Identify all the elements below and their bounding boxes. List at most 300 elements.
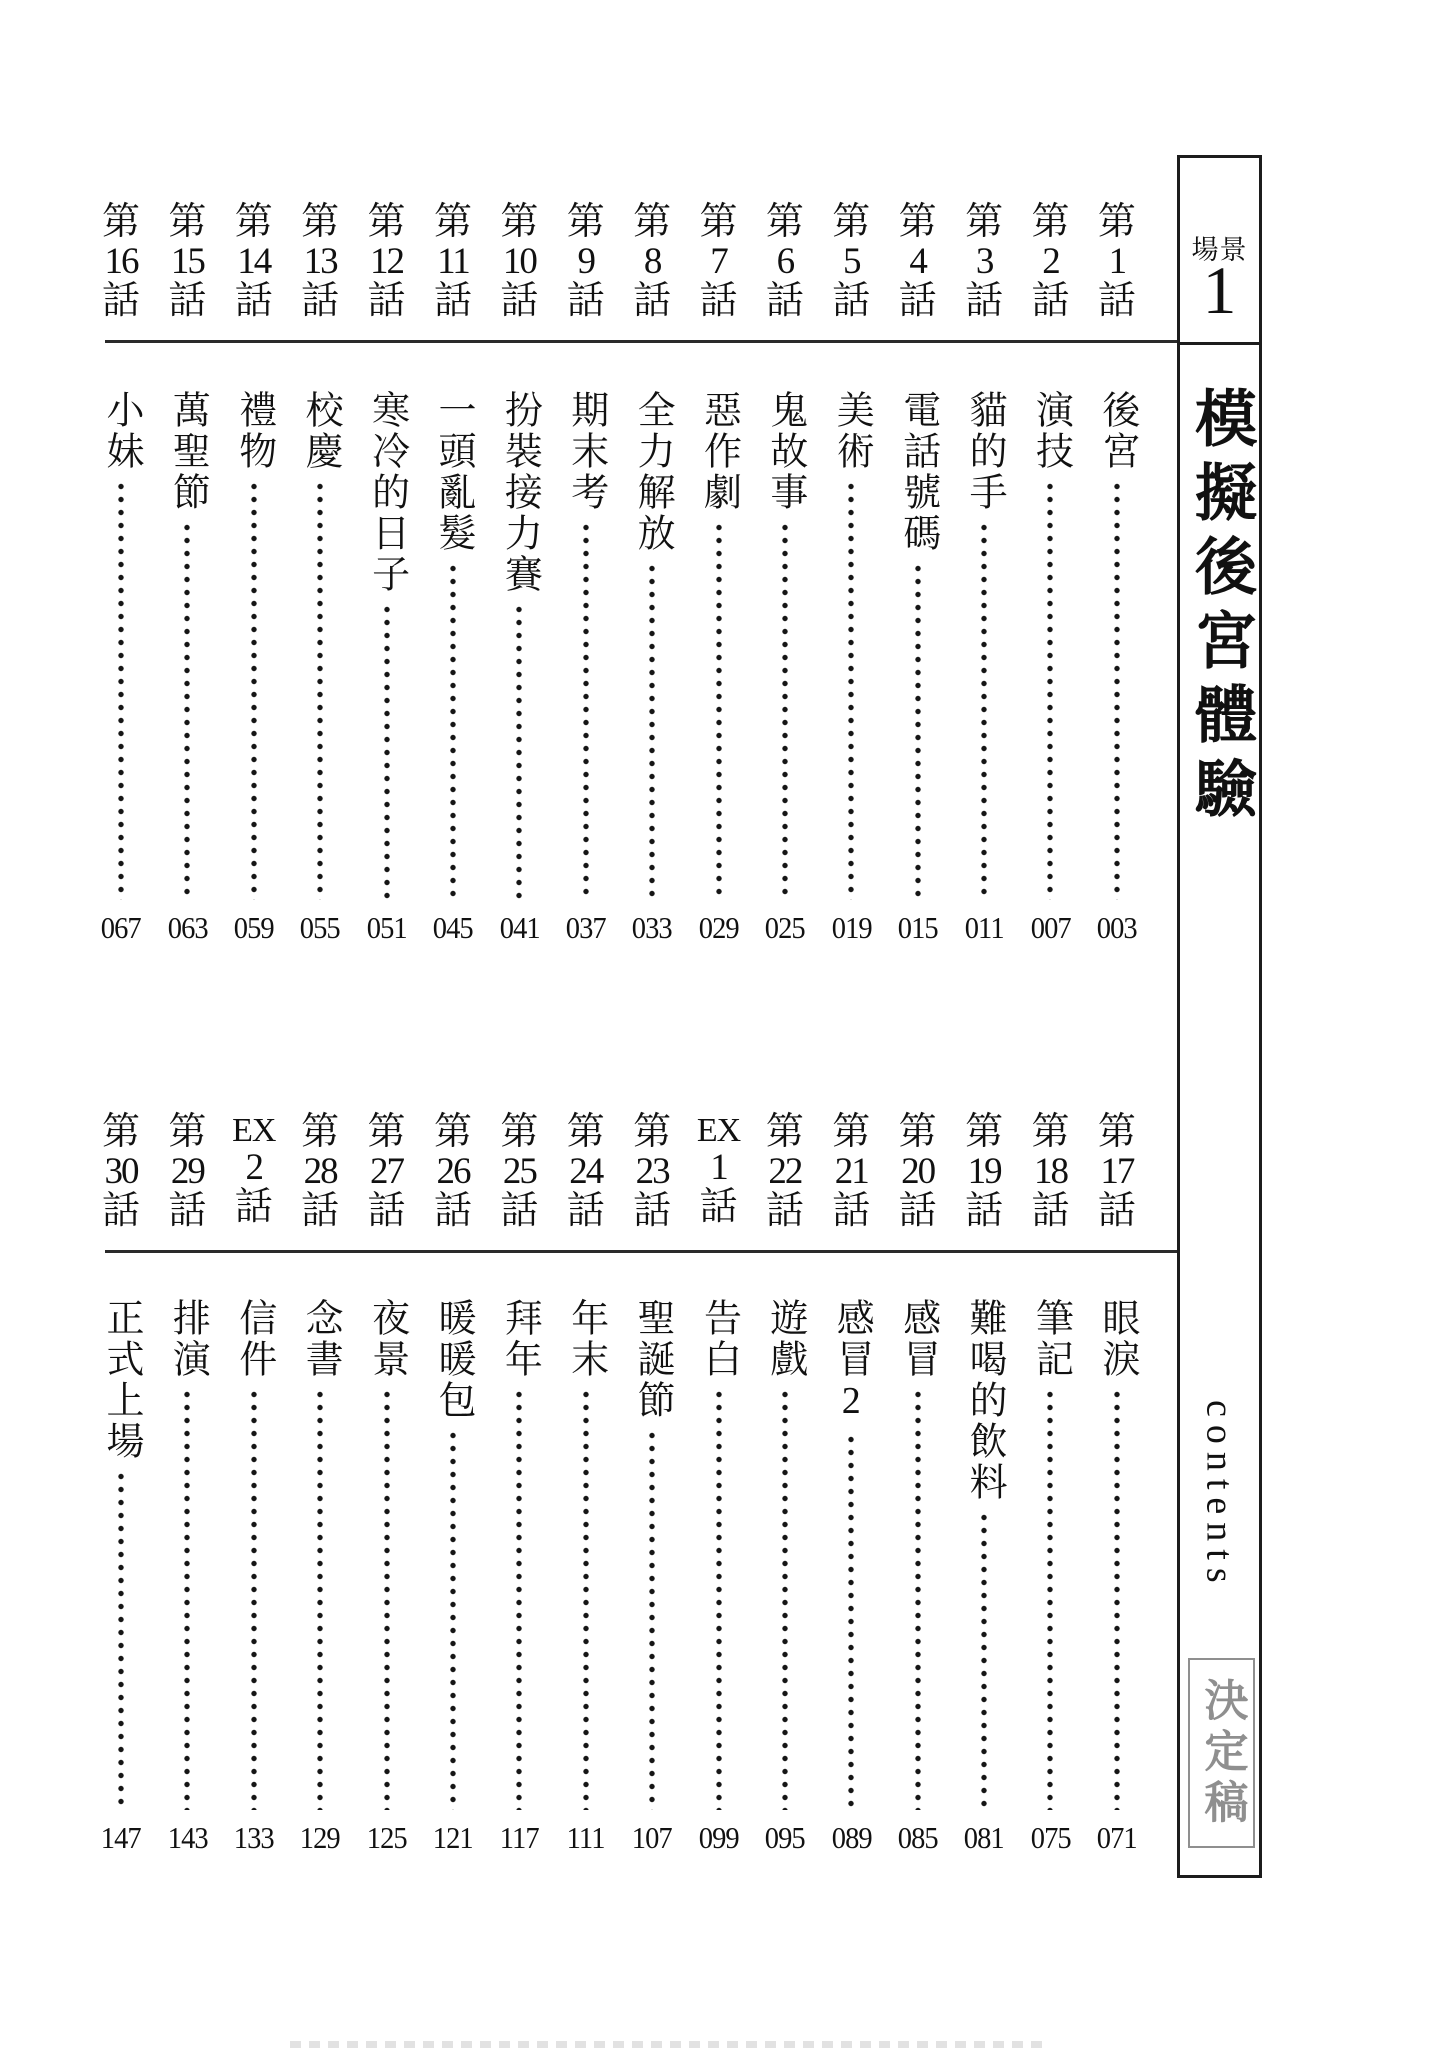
chapter-entry — [885, 1113, 951, 1858]
scene-label: 場景 — [1191, 235, 1248, 265]
chapter-title: 難喝的飲料 — [963, 1298, 1006, 1503]
chapter-entry — [354, 203, 420, 948]
chapter-body — [818, 390, 884, 948]
chapter-body — [1017, 1298, 1083, 1858]
chapter-body — [1017, 390, 1083, 948]
chapter-body — [553, 390, 619, 948]
chapter-num: 17 — [1100, 1150, 1134, 1192]
dot-leader — [515, 1388, 523, 1810]
divider-rule-top — [105, 340, 1177, 343]
chapter-entry — [752, 1113, 818, 1858]
chapter-page-number: 075 — [1030, 1820, 1071, 1855]
scene-number: 1 — [1202, 252, 1237, 328]
chapter-suffix: 話 — [566, 1189, 605, 1232]
chapter-page-number: 117 — [499, 1820, 539, 1855]
chapter-prefix: 第 — [433, 201, 472, 243]
chapter-title: 鬼故事 — [763, 390, 806, 513]
chapter-number — [168, 203, 206, 342]
chapter-entry — [287, 1113, 353, 1858]
chapter-suffix: 話 — [168, 279, 207, 322]
chapter-body — [88, 1298, 154, 1858]
chapter-body — [287, 390, 353, 948]
chapter-num: 5 — [843, 240, 860, 282]
chapter-num: 24 — [569, 1150, 603, 1192]
chapter-number — [434, 203, 472, 342]
chapter-entry — [951, 1113, 1017, 1858]
chapter-suffix: 話 — [500, 1189, 539, 1232]
chapter-page-number: 033 — [632, 910, 673, 945]
chapter-prefix: 第 — [1031, 1111, 1070, 1153]
chapter-prefix: 第 — [500, 201, 539, 243]
chapter-prefix: 第 — [1097, 201, 1136, 243]
dot-leader — [914, 1388, 922, 1810]
chapter-prefix: 第 — [765, 1111, 804, 1153]
chapter-body — [486, 390, 552, 948]
chapter-body — [221, 390, 287, 948]
chapter-entry — [287, 203, 353, 948]
chapter-num: 23 — [635, 1150, 669, 1192]
chapter-suffix: 話 — [566, 279, 605, 322]
chapter-entry — [420, 1113, 486, 1858]
dot-leader — [582, 1388, 590, 1810]
chapter-num: 14 — [237, 240, 271, 282]
chapter-body — [951, 390, 1017, 948]
toc-section-scene1-continued — [88, 1113, 1150, 1858]
chapter-num: 2 — [245, 1146, 263, 1188]
dot-leader — [383, 1388, 391, 1810]
chapter-num: 12 — [370, 240, 404, 282]
chapter-entry — [221, 203, 287, 948]
chapter-prefix: EX — [696, 1112, 741, 1149]
dot-leader — [1046, 480, 1054, 900]
chapter-title: 正式上場 — [100, 1298, 142, 1462]
chapter-page-number: 019 — [831, 910, 872, 945]
chapter-number — [1098, 203, 1136, 342]
chapter-page-number: 007 — [1030, 910, 1071, 945]
chapter-number — [633, 1113, 671, 1250]
chapter-page-number: 147 — [100, 1820, 142, 1855]
chapter-title: 年末 — [564, 1298, 607, 1380]
chapter-title: 演技 — [1029, 390, 1072, 472]
chapter-body — [553, 1298, 619, 1858]
dot-leader — [847, 1433, 855, 1810]
chapter-page-number: 025 — [764, 910, 805, 945]
chapter-body — [951, 1298, 1017, 1858]
chapter-title: 校慶 — [299, 390, 342, 472]
chapter-prefix: 第 — [898, 201, 937, 243]
chapter-prefix: 第 — [699, 201, 738, 243]
chapter-suffix: 話 — [367, 1189, 406, 1232]
chapter-num: 1 — [1108, 240, 1126, 282]
chapter-title: 感冒 — [896, 1298, 939, 1380]
chapter-prefix: 第 — [1031, 201, 1070, 243]
chapter-suffix: 話 — [433, 1189, 472, 1232]
chapter-number — [102, 203, 140, 342]
chapter-prefix: 第 — [367, 1111, 406, 1153]
chapter-suffix: 話 — [234, 279, 273, 322]
chapter-number — [301, 203, 339, 342]
chapter-title: 暖暖包 — [431, 1298, 474, 1421]
chapter-title: 遊戲 — [763, 1298, 806, 1380]
chapter-title: 美術 — [830, 390, 873, 472]
chapter-page-number: 063 — [167, 910, 208, 945]
chapter-prefix: 第 — [566, 201, 605, 243]
chapter-entry — [553, 1113, 619, 1858]
chapter-page-number: 085 — [897, 1820, 938, 1855]
final-draft-stamp — [1188, 1658, 1255, 1848]
chapter-number — [168, 1113, 206, 1250]
chapter-body — [154, 390, 220, 948]
chapter-prefix: 第 — [101, 201, 140, 243]
chapter-page-number: 111 — [566, 1820, 605, 1855]
chapter-prefix: 第 — [301, 201, 340, 243]
chapter-page-number: 071 — [1096, 1820, 1137, 1855]
chapter-entry — [1017, 1113, 1083, 1858]
chapter-title: 禮物 — [232, 390, 275, 472]
chapter-num: 27 — [370, 1150, 404, 1192]
chapter-page-number: 133 — [233, 1820, 274, 1855]
chapter-page-number: 055 — [300, 910, 341, 945]
chapter-body — [752, 1298, 818, 1858]
chapter-title: 聖誕節 — [631, 1298, 674, 1421]
chapter-body — [752, 390, 818, 948]
dot-leader — [847, 480, 855, 900]
chapter-suffix: 話 — [965, 1189, 1004, 1232]
chapter-num: 15 — [170, 240, 204, 282]
chapter-title: 夜景 — [365, 1298, 408, 1380]
dot-leader — [715, 521, 723, 900]
chapter-num: 2 — [1042, 240, 1059, 282]
chapter-num: 22 — [768, 1150, 802, 1192]
chapter-entry — [154, 203, 220, 948]
chapter-page-number: 107 — [632, 1820, 673, 1855]
chapter-number — [899, 203, 937, 342]
dot-leader — [183, 1388, 191, 1810]
chapter-prefix: 第 — [832, 1111, 871, 1153]
chapter-number — [301, 1113, 339, 1250]
chapter-num: 29 — [170, 1150, 204, 1192]
chapter-body — [154, 1298, 220, 1858]
chapter-entry — [88, 1113, 154, 1858]
chapter-number — [697, 1113, 740, 1250]
dot-leader — [1113, 1388, 1121, 1810]
chapter-entry — [1084, 203, 1150, 948]
dot-leader — [980, 521, 988, 900]
chapter-number — [899, 1113, 937, 1250]
dot-leader — [117, 480, 125, 900]
chapter-entry — [221, 1113, 287, 1858]
chapter-title: 惡作劇 — [697, 390, 740, 513]
dot-leader — [582, 521, 590, 900]
chapter-suffix: 話 — [765, 279, 804, 322]
chapter-number — [235, 203, 273, 342]
chapter-entry — [553, 203, 619, 948]
chapter-suffix: 話 — [699, 279, 738, 322]
final-draft-stamp-text: 決定稿 — [1197, 1676, 1247, 1830]
chapter-num: 21 — [834, 1150, 868, 1192]
chapter-body — [686, 390, 752, 948]
chapter-page-number: 067 — [100, 910, 142, 945]
chapter-prefix: 第 — [234, 201, 273, 243]
chapter-body — [88, 390, 154, 948]
chapter-page-number: 121 — [432, 1820, 473, 1855]
chapter-body — [420, 390, 486, 948]
chapter-body — [287, 1298, 353, 1858]
dot-leader — [515, 603, 523, 900]
chapter-number — [832, 1113, 870, 1250]
chapter-num: 8 — [643, 240, 661, 282]
chapter-page-number: 125 — [366, 1820, 407, 1855]
chapter-num: 11 — [437, 240, 469, 282]
chapter-title: 電話號碼 — [896, 390, 939, 554]
chapter-prefix: 第 — [633, 201, 672, 243]
chapter-title: 寒冷的日子 — [365, 390, 408, 595]
chapter-entry — [354, 1113, 420, 1858]
chapter-suffix: 話 — [699, 1185, 738, 1228]
chapter-title: 扮裝接力賽 — [498, 390, 541, 595]
chapter-number — [368, 203, 406, 342]
dot-leader — [449, 1429, 457, 1810]
chapter-body — [221, 1298, 287, 1858]
chapter-title: 排演 — [166, 1298, 209, 1380]
chapter-title: 萬聖節 — [166, 390, 209, 513]
dot-leader — [250, 1388, 258, 1810]
chapter-title: 後宮 — [1095, 390, 1138, 472]
chapter-suffix: 話 — [234, 1185, 273, 1228]
dot-leader — [715, 1388, 723, 1810]
chapter-num: 19 — [967, 1150, 1001, 1192]
chapter-entry — [686, 203, 752, 948]
chapter-num: 10 — [502, 240, 536, 282]
chapter-num: 9 — [577, 240, 594, 282]
divider-rule-bottom — [105, 1250, 1177, 1253]
chapter-suffix: 話 — [765, 1189, 804, 1232]
chapter-page-number: 003 — [1096, 910, 1137, 945]
chapter-entry — [486, 203, 552, 948]
chapter-entry — [951, 203, 1017, 948]
chapter-suffix: 話 — [832, 1189, 871, 1232]
chapter-title: 感冒2 — [830, 1298, 873, 1425]
chapter-prefix: 第 — [1097, 1111, 1136, 1153]
chapter-page-number: 089 — [831, 1820, 872, 1855]
footer-faint-print — [290, 2041, 1050, 2048]
dot-leader — [781, 1388, 789, 1810]
chapter-title: 貓的手 — [963, 390, 1006, 513]
chapter-title: 信件 — [232, 1298, 275, 1380]
chapter-page-number: 015 — [897, 910, 938, 945]
chapter-prefix: 第 — [965, 1111, 1004, 1153]
chapter-body — [1084, 1298, 1150, 1858]
chapter-number — [500, 1113, 538, 1250]
chapter-entry — [88, 203, 154, 948]
chapter-prefix: 第 — [832, 201, 871, 243]
chapter-number — [1098, 1113, 1136, 1250]
contents-label: contents — [1198, 1400, 1241, 1591]
chapter-number — [965, 1113, 1003, 1250]
dot-leader — [183, 521, 191, 900]
chapter-number — [766, 203, 804, 342]
chapter-number — [232, 1113, 275, 1250]
chapter-suffix: 話 — [101, 279, 140, 322]
chapter-title: 告白 — [697, 1298, 740, 1380]
chapter-title: 期末考 — [564, 390, 607, 513]
chapter-page-number: 045 — [432, 910, 473, 945]
chapter-page-number: 129 — [300, 1820, 341, 1855]
chapter-title: 拜年 — [498, 1298, 541, 1380]
chapter-body — [420, 1298, 486, 1858]
chapter-suffix: 話 — [965, 279, 1004, 322]
chapter-entry — [1017, 203, 1083, 948]
chapter-body — [885, 1298, 951, 1858]
chapter-entry — [420, 203, 486, 948]
chapter-suffix: 話 — [301, 1189, 340, 1232]
chapter-suffix: 話 — [832, 279, 871, 322]
chapter-title: 一頭亂髮 — [431, 390, 474, 554]
chapter-entry — [154, 1113, 220, 1858]
chapter-body — [619, 390, 685, 948]
chapter-number — [832, 203, 870, 342]
chapter-prefix: 第 — [168, 201, 207, 243]
chapter-number — [567, 203, 605, 342]
chapter-body — [885, 390, 951, 948]
chapter-page-number: 029 — [698, 910, 739, 945]
dot-leader — [781, 521, 789, 900]
chapter-title: 眼淚 — [1095, 1298, 1138, 1380]
chapter-number — [965, 203, 1003, 342]
chapter-page-number: 041 — [499, 910, 540, 945]
chapter-number — [567, 1113, 605, 1250]
chapter-num: 26 — [436, 1150, 470, 1192]
chapter-num: 1 — [710, 1146, 727, 1188]
chapter-entry — [1084, 1113, 1150, 1858]
dot-leader — [316, 480, 324, 900]
chapter-body — [354, 1298, 420, 1858]
chapter-body — [818, 1298, 884, 1858]
dot-leader — [250, 480, 258, 900]
chapter-title: 念書 — [299, 1298, 342, 1380]
chapter-num: 6 — [776, 240, 794, 282]
chapter-prefix: EX — [232, 1112, 276, 1149]
chapter-suffix: 話 — [301, 279, 340, 322]
chapter-num: 20 — [901, 1150, 935, 1192]
chapter-entry — [818, 203, 884, 948]
chapter-number — [1031, 1113, 1069, 1250]
chapter-num: 7 — [710, 240, 727, 282]
dot-leader — [648, 1429, 656, 1810]
dot-leader — [316, 1388, 324, 1810]
chapter-number — [633, 203, 671, 342]
dot-leader — [648, 562, 656, 900]
chapter-number — [500, 203, 538, 342]
chapter-page-number: 095 — [764, 1820, 805, 1855]
chapter-prefix: 第 — [168, 1111, 207, 1153]
chapter-num: 16 — [104, 240, 138, 282]
chapter-body — [686, 1298, 752, 1858]
chapter-title: 全力解放 — [631, 390, 674, 554]
chapter-suffix: 話 — [633, 279, 672, 322]
chapter-body — [1084, 390, 1150, 948]
chapter-prefix: 第 — [367, 201, 406, 243]
chapter-suffix: 話 — [500, 279, 539, 322]
chapter-page-number: 051 — [366, 910, 407, 945]
chapter-suffix: 話 — [633, 1189, 672, 1232]
chapter-num: 30 — [104, 1150, 138, 1192]
chapter-suffix: 話 — [1031, 1189, 1070, 1232]
chapter-page-number: 011 — [964, 910, 1004, 945]
chapter-suffix: 話 — [168, 1189, 207, 1232]
chapter-num: 25 — [502, 1150, 536, 1192]
chapter-entry — [619, 1113, 685, 1858]
chapter-num: 18 — [1033, 1150, 1067, 1192]
dot-leader — [449, 562, 457, 900]
chapter-title: 筆記 — [1029, 1298, 1072, 1380]
chapter-suffix: 話 — [898, 1189, 937, 1232]
chapter-suffix: 話 — [1097, 1189, 1136, 1232]
chapter-body — [619, 1298, 685, 1858]
dot-leader — [1046, 1388, 1054, 1810]
chapter-num: 3 — [975, 240, 993, 282]
dot-leader — [1113, 480, 1121, 900]
dot-leader — [383, 603, 391, 900]
dot-leader — [117, 1470, 125, 1810]
chapter-suffix: 話 — [1097, 279, 1136, 322]
chapter-prefix: 第 — [101, 1111, 140, 1153]
dot-leader — [980, 1511, 988, 1810]
chapter-entry — [686, 1113, 752, 1858]
chapter-prefix: 第 — [965, 201, 1004, 243]
chapter-suffix: 話 — [898, 279, 937, 322]
chapter-num: 4 — [909, 240, 926, 282]
chapter-suffix: 話 — [1031, 279, 1070, 322]
chapter-number — [368, 1113, 406, 1250]
chapter-entry — [885, 203, 951, 948]
chapter-number — [766, 1113, 804, 1250]
dot-leader — [914, 562, 922, 900]
chapter-num: 28 — [303, 1150, 337, 1192]
chapter-prefix: 第 — [633, 1111, 672, 1153]
chapter-page-number: 059 — [233, 910, 274, 945]
chapter-number — [1031, 203, 1069, 342]
chapter-prefix: 第 — [301, 1111, 340, 1153]
chapter-suffix: 話 — [101, 1189, 140, 1232]
chapter-page-number: 081 — [964, 1820, 1005, 1855]
chapter-prefix: 第 — [500, 1111, 539, 1153]
chapter-page-number: 037 — [565, 910, 606, 945]
chapter-entry — [752, 203, 818, 948]
chapter-suffix: 話 — [433, 279, 472, 322]
sidebar-panel — [1177, 155, 1262, 1878]
chapter-number — [434, 1113, 472, 1250]
chapter-entry — [818, 1113, 884, 1858]
chapter-prefix: 第 — [566, 1111, 605, 1153]
book-title: 模擬後宮體驗 — [1185, 386, 1254, 830]
chapter-number — [102, 1113, 140, 1250]
chapter-prefix: 第 — [765, 201, 804, 243]
toc-section-scene1 — [88, 203, 1150, 948]
chapter-title: 小妹 — [100, 390, 142, 472]
chapter-page-number: 099 — [698, 1820, 739, 1855]
chapter-entry — [619, 203, 685, 948]
chapter-entry — [486, 1113, 552, 1858]
scene-box-divider — [1180, 342, 1259, 345]
chapter-body — [354, 390, 420, 948]
chapter-page-number: 143 — [167, 1820, 208, 1855]
chapter-suffix: 話 — [367, 279, 406, 322]
chapter-prefix: 第 — [898, 1111, 937, 1153]
chapter-num: 13 — [303, 240, 337, 282]
chapter-prefix: 第 — [433, 1111, 472, 1153]
chapter-number — [700, 203, 738, 342]
